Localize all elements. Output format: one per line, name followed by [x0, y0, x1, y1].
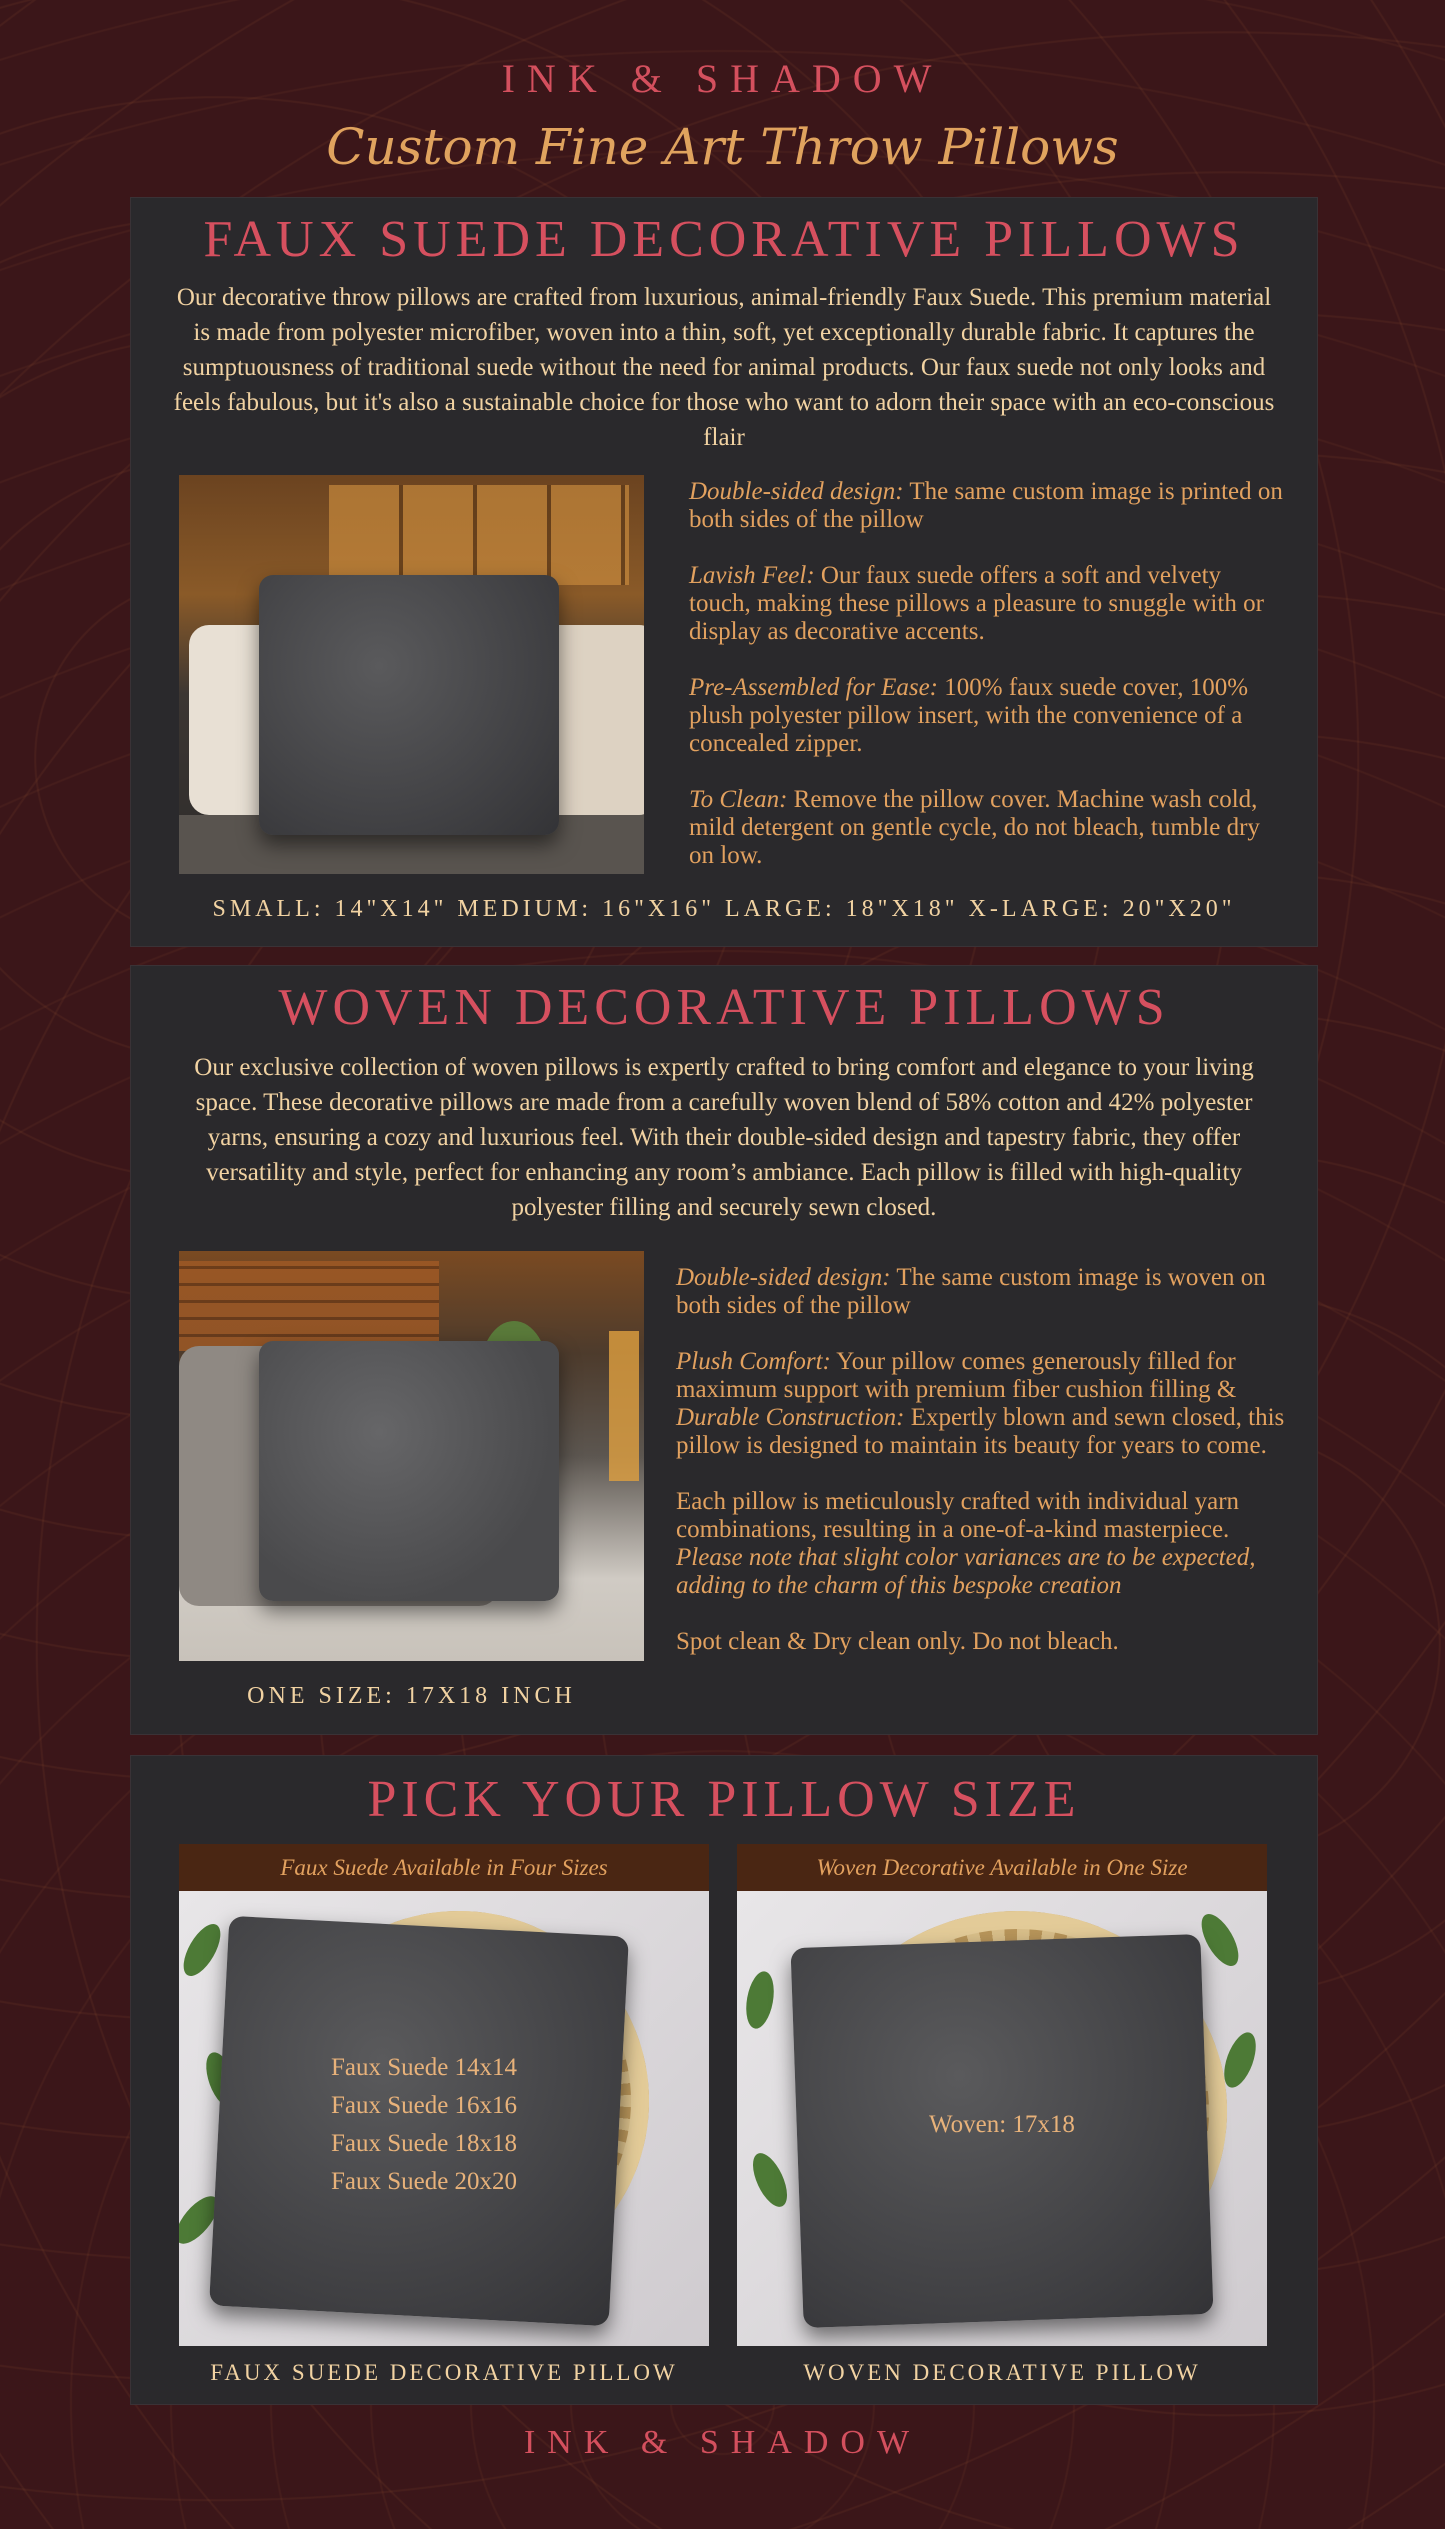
- section-title: PICK YOUR PILLOW SIZE: [367, 1771, 1081, 1828]
- section-intro: Our exclusive collection of woven pillows is expertly crafted to bring comfort and elegance to your living space. These decorative pillows are made from a carefully woven blend of 58% cotton and 42% polyester yarns, ensuring a cozy and luxurious feel. With their double-sided design and tapestry fabric, they offer versatility and style, perfect for enhancing any room’s ambiance. Each pillow is filled with high-quality polyester filling and securely sewn closed.: [194, 1054, 1254, 1221]
- size-list: SMALL: 14"X14" MEDIUM: 16"X16" LARGE: 18"X18" X-LARGE: 20"X20": [212, 896, 1236, 922]
- feature-item: Plush Comfort: Your pillow comes generously filled for maximum support with premium fiber cushion filling & Durable Construction: Expertly blown and sewn closed, this pillow is designed to maintain its beauty for years to come.: [676, 1348, 1285, 1459]
- size-options: Faux Suede 14x14 Faux Suede 16x16 Faux Suede 18x18 Faux Suede 20x20: [330, 2054, 518, 2195]
- faux-suede-section: [130, 197, 1318, 947]
- feature-item: Double-sided design: The same custom image is woven on both sides of the pillow: [676, 1264, 1266, 1319]
- card-caption: WOVEN DECORATIVE PILLOW: [803, 2360, 1201, 2385]
- feature-item: To Clean: Remove the pillow cover. Machine wash cold, mild detergent on gentle cycle, do not bleach, tumble dry on low.: [689, 786, 1260, 869]
- features-list: [676, 1264, 1296, 1684]
- faux-suede-size-photo: [179, 1891, 709, 2346]
- card-header: Woven Decorative Available in One Size: [737, 1844, 1267, 1891]
- tagline: Custom Fine Art Throw Pillows: [326, 118, 1119, 176]
- woven-size-photo: [737, 1891, 1267, 2346]
- card-header: Faux Suede Available in Four Sizes: [179, 1844, 709, 1891]
- section-intro: Our decorative throw pillows are crafted from luxurious, animal-friendly Faux Suede. This premium material is made from polyester microfiber, woven into a thin, soft, yet exceptionally durable fabric. It captures the sumptuousness of traditional suede without the need for animal products. Our faux suede not only looks and feels fabulous, but it's also a sustainable choice for those who want to adorn their space with an eco-conscious flair: [173, 284, 1275, 451]
- feature-item: Each pillow is meticulously crafted with individual yarn combinations, resulting in a one-of-a-kind masterpiece. Please note that slight color variances are to be expected, adding to the charm of this bespoke creation: [676, 1488, 1256, 1599]
- feature-item: Double-sided design: The same custom image is printed on both sides of the pillow: [689, 478, 1283, 533]
- size-options: Woven: 17x18: [929, 2111, 1075, 2138]
- features-list: [689, 478, 1289, 898]
- woven-section: [130, 965, 1318, 1735]
- pick-size-section: [130, 1755, 1318, 2405]
- woven-size-card: [737, 1844, 1267, 2386]
- size-label: ONE SIZE: 17X18 INCH: [247, 1683, 576, 1709]
- faux-suede-product-photo: [179, 475, 644, 874]
- feature-item: Lavish Feel: Our faux suede offers a soft and velvety touch, making these pillows a pleasure to snuggle with or display as decorative accents.: [689, 562, 1264, 645]
- section-title: WOVEN DECORATIVE PILLOWS: [278, 979, 1170, 1036]
- faux-suede-size-card: [179, 1844, 709, 2386]
- footer-brand: INK & SHADOW: [523, 2424, 922, 2461]
- section-title: FAUX SUEDE DECORATIVE PILLOWS: [203, 211, 1245, 268]
- woven-product-photo: [179, 1251, 644, 1661]
- brand-logo: INK & SHADOW: [501, 56, 944, 101]
- card-caption: FAUX SUEDE DECORATIVE PILLOW: [210, 2360, 678, 2385]
- care-instructions: Spot clean & Dry clean only. Do not bleach.: [676, 1628, 1119, 1655]
- feature-item: Pre-Assembled for Ease: 100% faux suede cover, 100% plush polyester pillow insert, with the convenience of a concealed zipper.: [689, 674, 1249, 757]
